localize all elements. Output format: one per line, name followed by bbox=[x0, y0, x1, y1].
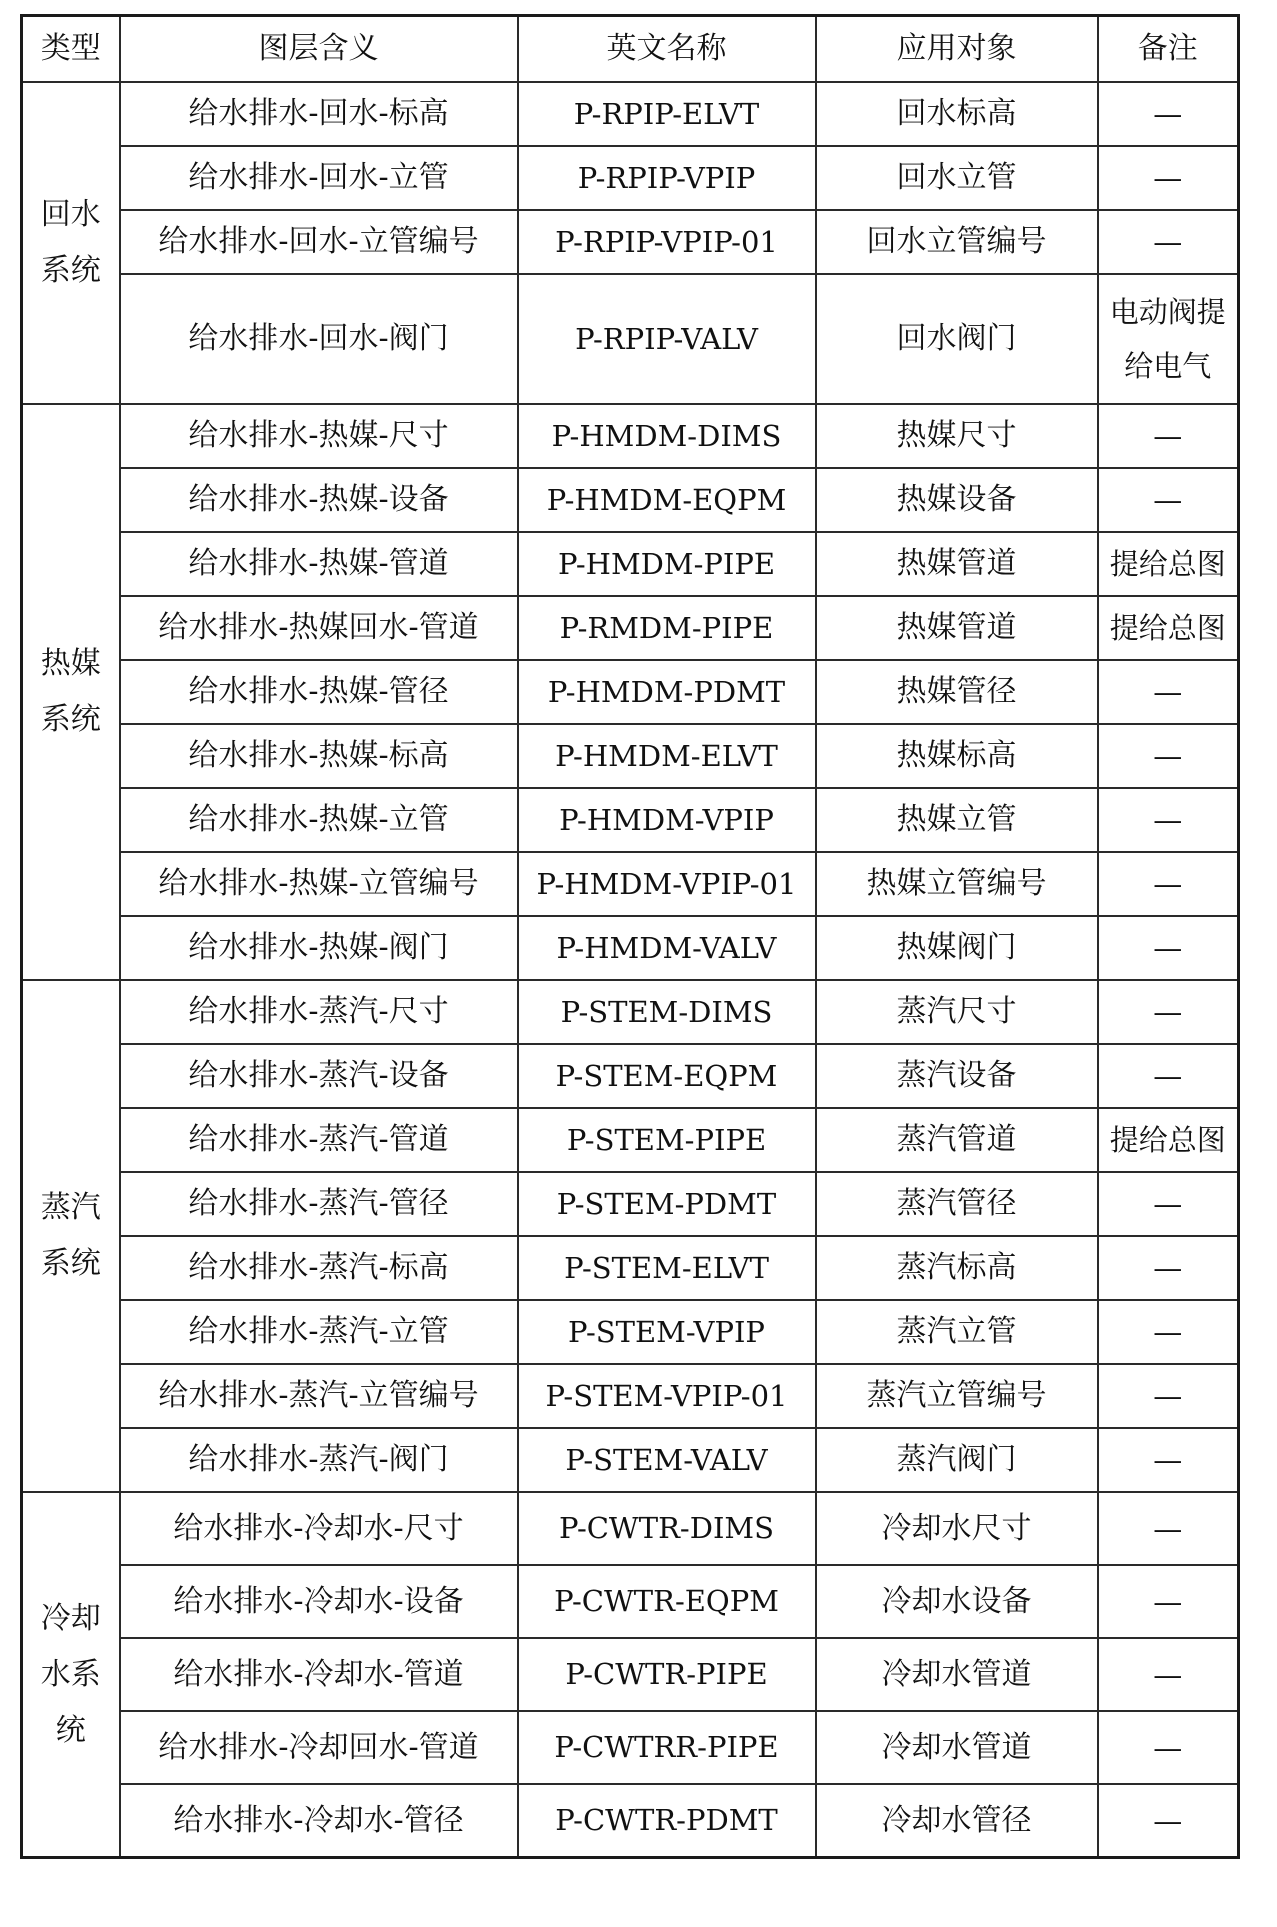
table-row bbox=[22, 724, 1239, 788]
english-name-cell: P-CWTR-EQPM bbox=[518, 1565, 816, 1638]
table-row bbox=[22, 404, 1239, 468]
remarks-cell: — bbox=[1098, 980, 1239, 1044]
english-name-cell: P-HMDM-PDMT bbox=[518, 660, 816, 724]
table-row bbox=[22, 1638, 1239, 1711]
remarks-cell: 提给总图 bbox=[1098, 532, 1239, 596]
applied-object-cell: 蒸汽阀门 bbox=[816, 1428, 1098, 1492]
table-body bbox=[22, 82, 1239, 1858]
layer-meaning-cell: 给水排水-冷却回水-管道 bbox=[120, 1711, 518, 1784]
group-type-label: 冷却水系统 bbox=[40, 1600, 101, 1748]
english-name-cell: P-RPIP-VPIP-01 bbox=[518, 210, 816, 274]
english-name-cell: P-HMDM-ELVT bbox=[518, 724, 816, 788]
table-row bbox=[22, 1108, 1239, 1172]
english-name-cell: P-RPIP-VALV bbox=[518, 274, 816, 404]
remarks-cell: — bbox=[1098, 1236, 1239, 1300]
english-name-cell: P-CWTR-PDMT bbox=[518, 1784, 816, 1858]
english-name-cell: P-STEM-PIPE bbox=[518, 1108, 816, 1172]
table-row bbox=[22, 1565, 1239, 1638]
remarks-cell: — bbox=[1098, 1492, 1239, 1565]
english-name-cell: P-RPIP-VPIP bbox=[518, 146, 816, 210]
layer-meaning-cell: 给水排水-蒸汽-尺寸 bbox=[120, 980, 518, 1044]
layer-meaning-cell: 给水排水-蒸汽-标高 bbox=[120, 1236, 518, 1300]
remarks-cell: — bbox=[1098, 404, 1239, 468]
table-row bbox=[22, 788, 1239, 852]
layer-meaning-cell: 给水排水-热媒-管道 bbox=[120, 532, 518, 596]
header-row bbox=[22, 16, 1239, 83]
remarks-cell: — bbox=[1098, 852, 1239, 916]
remarks-cell: — bbox=[1098, 1364, 1239, 1428]
remarks-cell: — bbox=[1098, 82, 1239, 146]
group-type-label: 热媒系统 bbox=[40, 646, 101, 737]
layer-meaning-cell: 给水排水-回水-立管 bbox=[120, 146, 518, 210]
table-header bbox=[22, 16, 1239, 83]
applied-object-cell: 冷却水管道 bbox=[816, 1711, 1098, 1784]
layer-meaning-cell: 给水排水-回水-立管编号 bbox=[120, 210, 518, 274]
layer-meaning-cell: 给水排水-热媒-阀门 bbox=[120, 916, 518, 980]
english-name-cell: P-HMDM-VALV bbox=[518, 916, 816, 980]
applied-object-cell: 回水标高 bbox=[816, 82, 1098, 146]
layer-meaning-cell: 给水排水-热媒-管径 bbox=[120, 660, 518, 724]
table-row bbox=[22, 852, 1239, 916]
remarks-cell: — bbox=[1098, 788, 1239, 852]
applied-object-cell: 回水立管编号 bbox=[816, 210, 1098, 274]
layer-meaning-cell: 给水排水-蒸汽-设备 bbox=[120, 1044, 518, 1108]
header-english-name: 英文名称 bbox=[518, 16, 816, 83]
layer-meaning-cell: 给水排水-蒸汽-立管编号 bbox=[120, 1364, 518, 1428]
applied-object-cell: 热媒立管编号 bbox=[816, 852, 1098, 916]
group-type-cell bbox=[22, 82, 120, 404]
layer-meaning-cell: 给水排水-冷却水-管径 bbox=[120, 1784, 518, 1858]
remarks-cell: — bbox=[1098, 1044, 1239, 1108]
group-type-cell bbox=[22, 980, 120, 1492]
remarks-cell: — bbox=[1098, 1428, 1239, 1492]
layer-meaning-cell: 给水排水-蒸汽-管道 bbox=[120, 1108, 518, 1172]
layer-meaning-cell: 给水排水-热媒-尺寸 bbox=[120, 404, 518, 468]
applied-object-cell: 热媒标高 bbox=[816, 724, 1098, 788]
table-row bbox=[22, 1492, 1239, 1565]
remarks-cell: — bbox=[1098, 468, 1239, 532]
english-name-cell: P-RMDM-PIPE bbox=[518, 596, 816, 660]
applied-object-cell: 蒸汽立管编号 bbox=[816, 1364, 1098, 1428]
table-row bbox=[22, 1428, 1239, 1492]
remarks-cell: — bbox=[1098, 210, 1239, 274]
remarks-cell: — bbox=[1098, 916, 1239, 980]
remarks-cell: — bbox=[1098, 1711, 1239, 1784]
layer-table bbox=[20, 14, 1240, 1859]
table-row bbox=[22, 916, 1239, 980]
applied-object-cell: 热媒尺寸 bbox=[816, 404, 1098, 468]
english-name-cell: P-STEM-VPIP bbox=[518, 1300, 816, 1364]
english-name-cell: P-CWTR-DIMS bbox=[518, 1492, 816, 1565]
english-name-cell: P-STEM-EQPM bbox=[518, 1044, 816, 1108]
group-type-cell bbox=[22, 404, 120, 980]
table-row bbox=[22, 596, 1239, 660]
table-row bbox=[22, 210, 1239, 274]
table-row bbox=[22, 1784, 1239, 1858]
english-name-cell: P-CWTRR-PIPE bbox=[518, 1711, 816, 1784]
english-name-cell: P-STEM-VPIP-01 bbox=[518, 1364, 816, 1428]
english-name-cell: P-HMDM-VPIP bbox=[518, 788, 816, 852]
applied-object-cell: 蒸汽尺寸 bbox=[816, 980, 1098, 1044]
english-name-cell: P-STEM-VALV bbox=[518, 1428, 816, 1492]
applied-object-cell: 蒸汽管道 bbox=[816, 1108, 1098, 1172]
remarks-cell: — bbox=[1098, 724, 1239, 788]
header-remarks: 备注 bbox=[1098, 16, 1239, 83]
remarks-cell: — bbox=[1098, 146, 1239, 210]
group-type-cell bbox=[22, 1492, 120, 1858]
applied-object-cell: 热媒管道 bbox=[816, 596, 1098, 660]
layer-meaning-cell: 给水排水-冷却水-设备 bbox=[120, 1565, 518, 1638]
layer-meaning-cell: 给水排水-蒸汽-立管 bbox=[120, 1300, 518, 1364]
english-name-cell: P-HMDM-PIPE bbox=[518, 532, 816, 596]
english-name-cell: P-STEM-ELVT bbox=[518, 1236, 816, 1300]
layer-meaning-cell: 给水排水-热媒-立管 bbox=[120, 788, 518, 852]
english-name-cell: P-RPIP-ELVT bbox=[518, 82, 816, 146]
layer-meaning-cell: 给水排水-热媒回水-管道 bbox=[120, 596, 518, 660]
header-type: 类型 bbox=[22, 16, 120, 83]
applied-object-cell: 回水阀门 bbox=[816, 274, 1098, 404]
applied-object-cell: 热媒管径 bbox=[816, 660, 1098, 724]
table-row bbox=[22, 660, 1239, 724]
english-name-cell: P-CWTR-PIPE bbox=[518, 1638, 816, 1711]
layer-meaning-cell: 给水排水-冷却水-管道 bbox=[120, 1638, 518, 1711]
layer-meaning-cell: 给水排水-蒸汽-管径 bbox=[120, 1172, 518, 1236]
applied-object-cell: 蒸汽设备 bbox=[816, 1044, 1098, 1108]
english-name-cell: P-STEM-DIMS bbox=[518, 980, 816, 1044]
group-type-label: 回水系统 bbox=[40, 197, 101, 288]
table-row bbox=[22, 1236, 1239, 1300]
layer-definition-sheet bbox=[20, 14, 1237, 1859]
remarks-cell: — bbox=[1098, 1638, 1239, 1711]
layer-meaning-cell: 给水排水-回水-阀门 bbox=[120, 274, 518, 404]
english-name-cell: P-HMDM-EQPM bbox=[518, 468, 816, 532]
applied-object-cell: 热媒阀门 bbox=[816, 916, 1098, 980]
applied-object-cell: 冷却水管道 bbox=[816, 1638, 1098, 1711]
group-type-label: 蒸汽系统 bbox=[40, 1190, 101, 1281]
remarks-cell: — bbox=[1098, 1565, 1239, 1638]
table-row bbox=[22, 82, 1239, 146]
applied-object-cell: 回水立管 bbox=[816, 146, 1098, 210]
table-row bbox=[22, 1364, 1239, 1428]
layer-meaning-cell: 给水排水-回水-标高 bbox=[120, 82, 518, 146]
applied-object-cell: 热媒立管 bbox=[816, 788, 1098, 852]
table-row bbox=[22, 1044, 1239, 1108]
remarks-cell: 提给总图 bbox=[1098, 1108, 1239, 1172]
layer-meaning-cell: 给水排水-冷却水-尺寸 bbox=[120, 1492, 518, 1565]
remarks-cell: — bbox=[1098, 1300, 1239, 1364]
english-name-cell: P-HMDM-VPIP-01 bbox=[518, 852, 816, 916]
table-row bbox=[22, 274, 1239, 404]
table-row bbox=[22, 1172, 1239, 1236]
layer-meaning-cell: 给水排水-热媒-标高 bbox=[120, 724, 518, 788]
table-row bbox=[22, 1711, 1239, 1784]
table-row bbox=[22, 532, 1239, 596]
remarks-cell: 电动阀提给电气 bbox=[1098, 274, 1239, 404]
applied-object-cell: 热媒管道 bbox=[816, 532, 1098, 596]
applied-object-cell: 蒸汽立管 bbox=[816, 1300, 1098, 1364]
remarks-cell: — bbox=[1098, 660, 1239, 724]
layer-meaning-cell: 给水排水-热媒-立管编号 bbox=[120, 852, 518, 916]
applied-object-cell: 热媒设备 bbox=[816, 468, 1098, 532]
applied-object-cell: 蒸汽标高 bbox=[816, 1236, 1098, 1300]
english-name-cell: P-STEM-PDMT bbox=[518, 1172, 816, 1236]
applied-object-cell: 冷却水尺寸 bbox=[816, 1492, 1098, 1565]
remarks-cell: — bbox=[1098, 1784, 1239, 1858]
applied-object-cell: 蒸汽管径 bbox=[816, 1172, 1098, 1236]
applied-object-cell: 冷却水管径 bbox=[816, 1784, 1098, 1858]
table-row bbox=[22, 468, 1239, 532]
table-row bbox=[22, 1300, 1239, 1364]
header-applied-object: 应用对象 bbox=[816, 16, 1098, 83]
table-row bbox=[22, 980, 1239, 1044]
english-name-cell: P-HMDM-DIMS bbox=[518, 404, 816, 468]
remarks-cell: 提给总图 bbox=[1098, 596, 1239, 660]
applied-object-cell: 冷却水设备 bbox=[816, 1565, 1098, 1638]
remarks-cell: — bbox=[1098, 1172, 1239, 1236]
layer-meaning-cell: 给水排水-蒸汽-阀门 bbox=[120, 1428, 518, 1492]
header-layer-meaning: 图层含义 bbox=[120, 16, 518, 83]
table-row bbox=[22, 146, 1239, 210]
layer-meaning-cell: 给水排水-热媒-设备 bbox=[120, 468, 518, 532]
